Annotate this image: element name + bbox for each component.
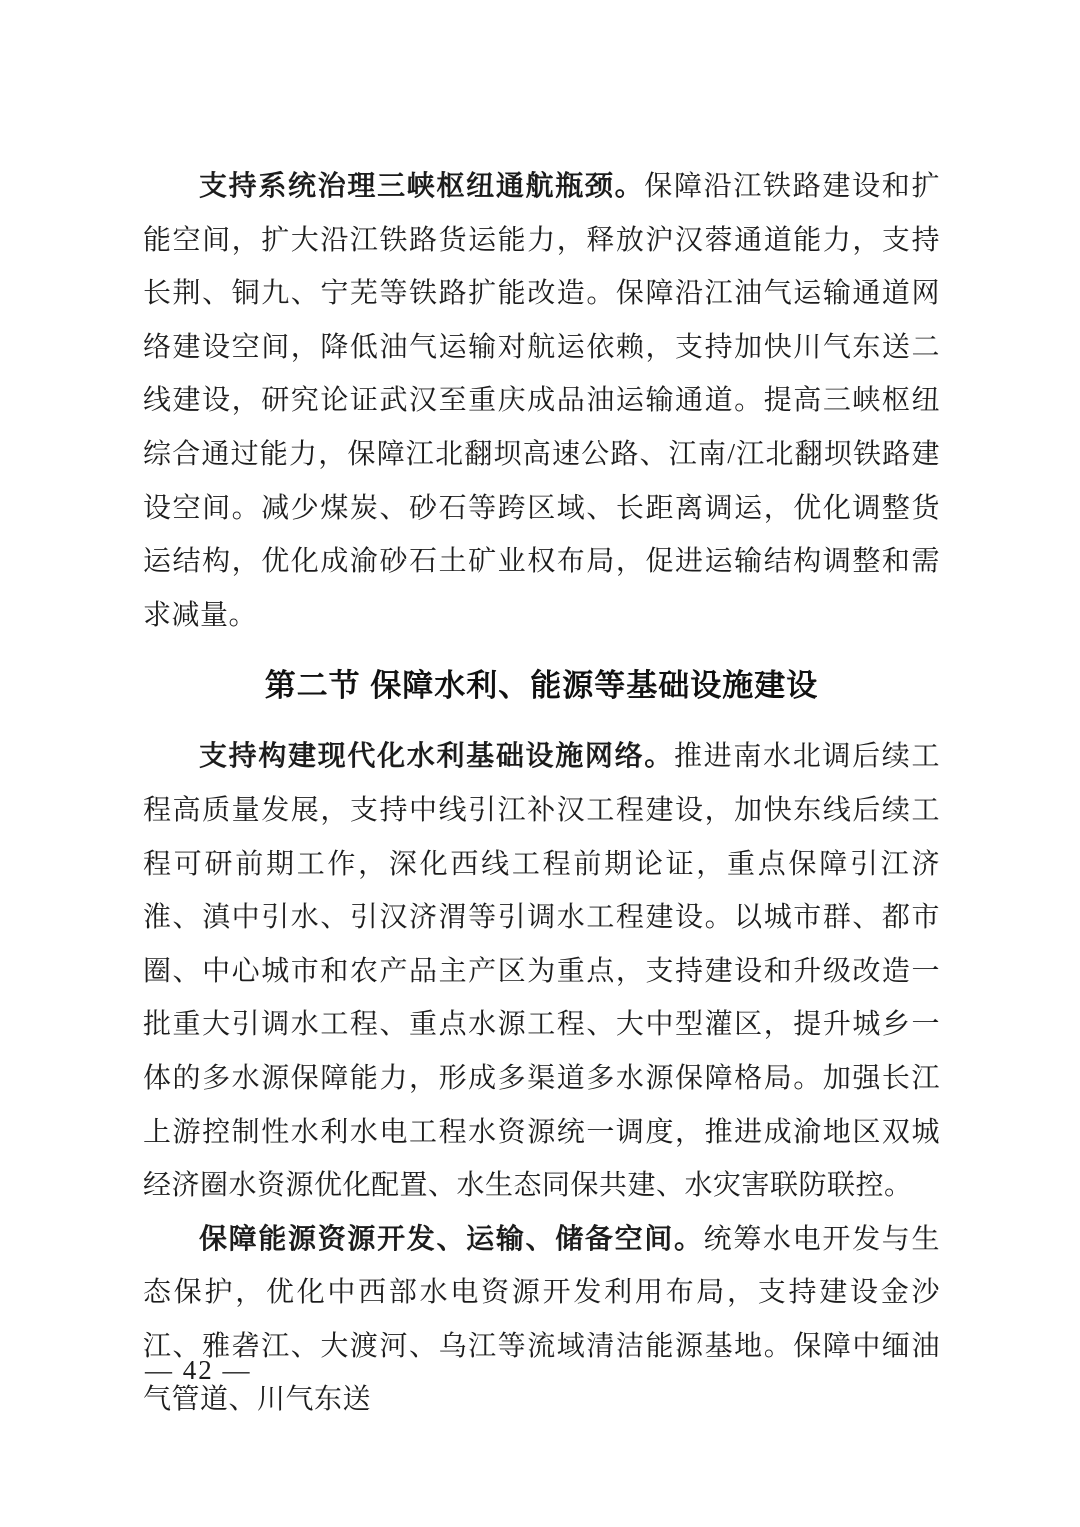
paragraph-transport-lead: 支持系统治理三峡枢纽通航瓶颈。: [199, 171, 645, 202]
paragraph-water: [143, 730, 940, 1212]
paragraph-energy-lead: 保障能源资源开发、运输、储备空间。: [199, 1223, 704, 1255]
paragraph-water-lead: 支持构建现代化水利基础设施网络。: [199, 741, 674, 773]
section-heading: 第二节 保障水利、能源等基础设施建设: [264, 668, 819, 704]
page-number: — 42 —: [145, 1355, 252, 1385]
page-footer: [145, 1352, 445, 1388]
paragraph-energy: [143, 1213, 940, 1427]
content-area: [143, 160, 940, 1427]
paragraph-energy-body: 统筹水电开发与生态保护，优化中西部水电资源开发利用布局，支持建设金沙江、雅砻江、大渡河、乌江等流域清洁能源基地。保障中缅油气管道、川气东送: [143, 1223, 940, 1416]
paragraph-transport-body: 保障沿江铁路建设和扩能空间，扩大沿江铁路货运能力，释放沪汉蓉通道能力，支持长荆、铜九、宁芜等铁路扩能改造。保障沿江油气运输通道网络建设空间，降低油气运输对航运依赖，支持加快川气东送二线建设，研究论证武汉至重庆成品油运输通道。提高三峡枢纽综合通过能力，保障江北翻坝高速公路、江南/江北翻坝铁路建设空间。减少煤炭、砂石等跨区域、长距离调运，优化调整货运结构，优化成渝砂石土矿业权布局，促进运输结构调整和需求减量。: [143, 171, 940, 631]
paragraph-water-body: 推进南水北调后续工程高质量发展，支持中线引江补汉工程建设，加快东线后续工程可研前期工作，深化西线工程前期论证，重点保障引江济淮、滇中引水、引汉济渭等引调水工程建设。以城市群、都市圈、中心城市和农产品主产区为重点，支持建设和升级改造一批重大引调水工程、重点水源工程、大中型灌区，提升城乡一体的多水源保障能力，形成多渠道多水源保障格局。加强长江上游控制性水利水电工程水资源统一调度，推进成渝地区双城经济圈水资源优化配置、水生态同保共建、水灾害联防联控。: [143, 741, 940, 1202]
paragraph-transport: [143, 160, 940, 642]
